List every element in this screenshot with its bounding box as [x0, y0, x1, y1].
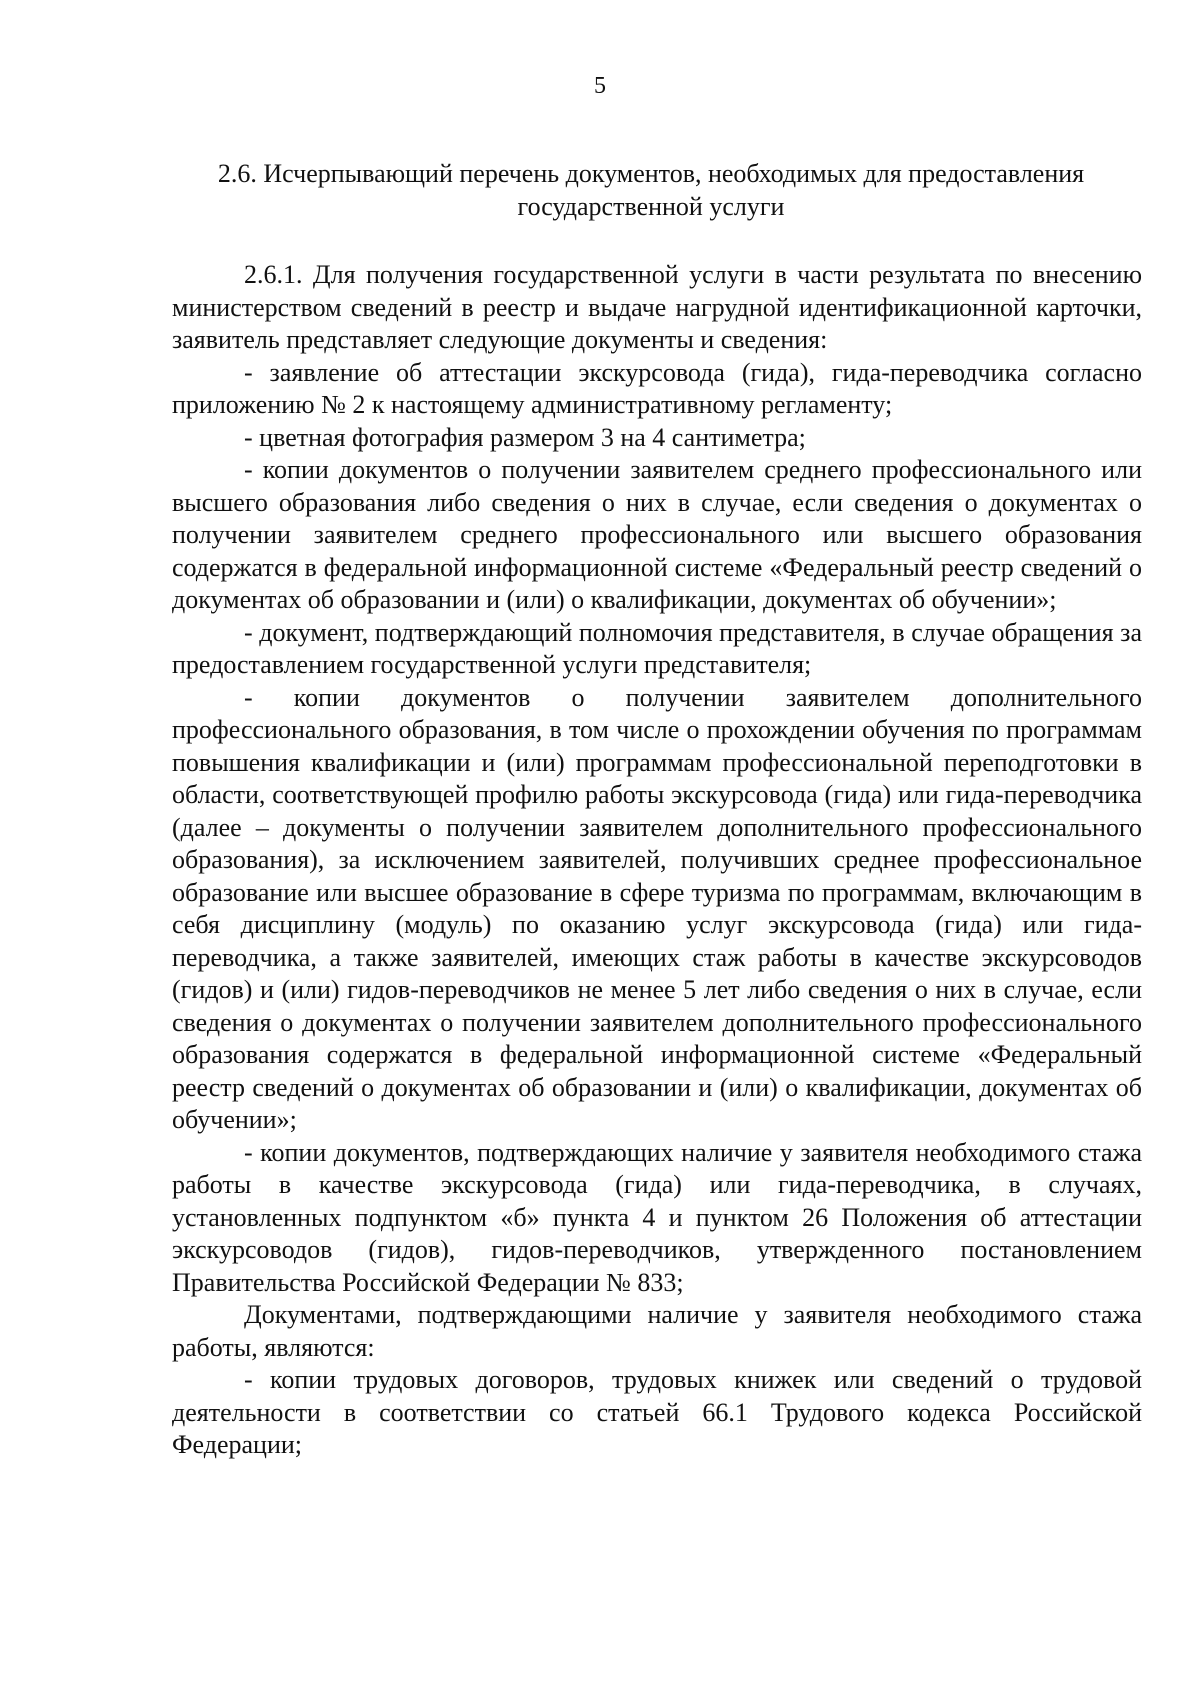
page-number: 5: [594, 73, 606, 99]
list-item-work-experience: - копии документов, подтверждающих наличие у заявителя необходимого стажа работы в качестве экскурсовода (гида) или гида-переводчика, в случаях, установленных подпунктом «б» пункта 4 и пунктом 26 Положения об аттестации экскурсоводов (гидов), гидов-переводчиков, утвержденного постановлением Правительства Российской Федерации № 833;: [172, 1137, 1142, 1297]
list-item-representative-authority: - документ, подтверждающий полномочия представителя, в случае обращения за предоставлением государственной услуги представителя;: [172, 617, 1142, 679]
section-heading: 2.6. Исчерпывающий перечень документов, необходимых для предоставления государственной услуги: [217, 159, 1085, 221]
list-item-education-docs: - копии документов о получении заявителем среднего профессионального или высшего образования либо сведения о них в случае, если сведения о документах о получении заявителем среднего профессионального или высшего образования содержатся в федеральной информационной системе «Федеральный реестр сведений о документах об образовании и (или) о квалификации, документах об обучении»;: [172, 455, 1142, 614]
list-item-employment-records: - копии трудовых договоров, трудовых книжек или сведений о трудовой деятельности в соответствии со статьей 66.1 Трудового кодекса Российской Федерации;: [172, 1365, 1142, 1459]
list-item-photo: - цветная фотография размером 3 на 4 сантиметра;: [244, 422, 806, 452]
list-item-additional-education: - копии документов о получении заявителем дополнительного профессионального образования, в том числе о прохождении обучения по программам повышения квалификации и (или) программам профессиональной переподготовки в области, соответствующей профилю работы экскурсовода (гида) или гида-переводчика (далее – документы о получении заявителем дополнительного профессионального образования), за исключением заявителей, получивших среднее профессиональное образование или высшее образование в сфере туризма по программам, включающим в себя дисциплину (модуль) по оказанию услуг экскурсовода (гида) или гида-переводчика, а также заявителей, имеющих стаж работы в качестве экскурсоводов (гидов) и (или) гидов-переводчиков не менее 5 лет либо сведения о них в случае, если сведения о документах о получении заявителем дополнительного профессионального образования содержатся в федеральной информационной системе «Федеральный реестр сведений о документах об образовании и (или) о квалификации, документах об обучении»;: [172, 682, 1142, 1134]
document-body: [172, 259, 1142, 1462]
list-item-application: - заявление об аттестации экскурсовода (гида), гида-переводчика согласно приложению № 2 к настоящему административному регламенту;: [172, 357, 1142, 419]
paragraph-experience-documents: Документами, подтверждающими наличие у заявителя необходимого стажа работы, являются:: [172, 1300, 1142, 1362]
paragraph-2-6-1: 2.6.1. Для получения государственной услуги в части результата по внесению министерством сведений в реестр и выдаче нагрудной идентификационной карточки, заявитель представляет следующие документы и сведения:: [172, 260, 1142, 354]
